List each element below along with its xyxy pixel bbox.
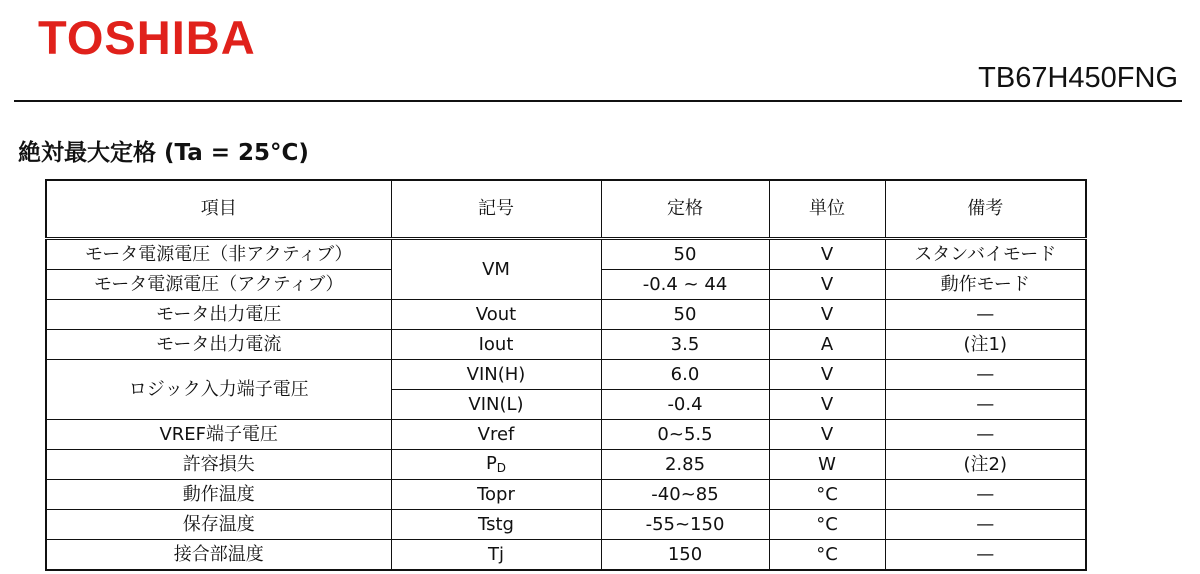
cell-unit: °C (769, 510, 885, 540)
cell-rating: 0~5.5 (601, 420, 769, 450)
column-header-symbol: 記号 (391, 180, 601, 239)
table-row (46, 510, 1086, 540)
absolute-maximum-ratings-table (45, 179, 1087, 571)
cell-symbol: Vout (391, 300, 601, 330)
cell-symbol: VIN(H) (391, 360, 601, 390)
cell-symbol: VM (391, 239, 601, 300)
cell-note: 動作モード (885, 270, 1086, 300)
part-number: TB67H450FNG (978, 62, 1178, 94)
table-row (46, 480, 1086, 510)
table-row (46, 540, 1086, 571)
cell-note: — (885, 360, 1086, 390)
cell-rating: 3.5 (601, 330, 769, 360)
cell-note: (注1) (885, 330, 1086, 360)
cell-item: VREF端子電圧 (46, 420, 391, 450)
cell-unit: °C (769, 480, 885, 510)
table-row (46, 360, 1086, 390)
cell-unit: V (769, 239, 885, 270)
toshiba-logo: TOSHIBA (38, 11, 256, 64)
cell-note: — (885, 300, 1086, 330)
cell-unit: V (769, 390, 885, 420)
table-row (46, 300, 1086, 330)
table-header-row (46, 180, 1086, 239)
cell-symbol: Tstg (391, 510, 601, 540)
cell-rating: 50 (601, 239, 769, 270)
cell-rating: -0.4 (601, 390, 769, 420)
cell-item: 許容損失 (46, 450, 391, 480)
column-header-item: 項目 (46, 180, 391, 239)
cell-unit: A (769, 330, 885, 360)
cell-item: 保存温度 (46, 510, 391, 540)
cell-unit: V (769, 300, 885, 330)
cell-symbol: Topr (391, 480, 601, 510)
cell-unit: °C (769, 540, 885, 571)
cell-rating: 50 (601, 300, 769, 330)
cell-rating: -40~85 (601, 480, 769, 510)
table-row (46, 450, 1086, 480)
header-divider (14, 100, 1182, 102)
table-row (46, 420, 1086, 450)
cell-item: モータ電源電圧（非アクティブ） (46, 239, 391, 270)
cell-rating: 6.0 (601, 360, 769, 390)
cell-rating: -0.4 ~ 44 (601, 270, 769, 300)
cell-item: モータ出力電流 (46, 330, 391, 360)
cell-rating: 150 (601, 540, 769, 571)
cell-item: ロジック入力端子電圧 (46, 360, 391, 420)
cell-note: スタンバイモード (885, 239, 1086, 270)
cell-unit: V (769, 420, 885, 450)
column-header-unit: 単位 (769, 180, 885, 239)
cell-item: 動作温度 (46, 480, 391, 510)
cell-rating: -55~150 (601, 510, 769, 540)
cell-note: — (885, 390, 1086, 420)
cell-note: — (885, 420, 1086, 450)
cell-note: (注2) (885, 450, 1086, 480)
cell-unit: W (769, 450, 885, 480)
column-header-rating: 定格 (601, 180, 769, 239)
cell-item: モータ出力電圧 (46, 300, 391, 330)
cell-symbol: VIN(L) (391, 390, 601, 420)
cell-symbol (391, 450, 601, 480)
cell-symbol: Iout (391, 330, 601, 360)
cell-symbol: Tj (391, 540, 601, 571)
cell-note: — (885, 480, 1086, 510)
cell-item: モータ電源電圧（アクティブ） (46, 270, 391, 300)
cell-rating: 2.85 (601, 450, 769, 480)
table-row (46, 330, 1086, 360)
column-header-note: 備考 (885, 180, 1086, 239)
section-title: 絶対最大定格 (Ta = 25°C) (18, 140, 309, 166)
cell-unit: V (769, 270, 885, 300)
cell-note: — (885, 540, 1086, 571)
cell-symbol: Vref (391, 420, 601, 450)
cell-note: — (885, 510, 1086, 540)
cell-unit: V (769, 360, 885, 390)
symbol-main: P (485, 453, 497, 474)
table-row (46, 239, 1086, 270)
cell-item: 接合部温度 (46, 540, 391, 571)
symbol-subscript: D (496, 461, 507, 475)
